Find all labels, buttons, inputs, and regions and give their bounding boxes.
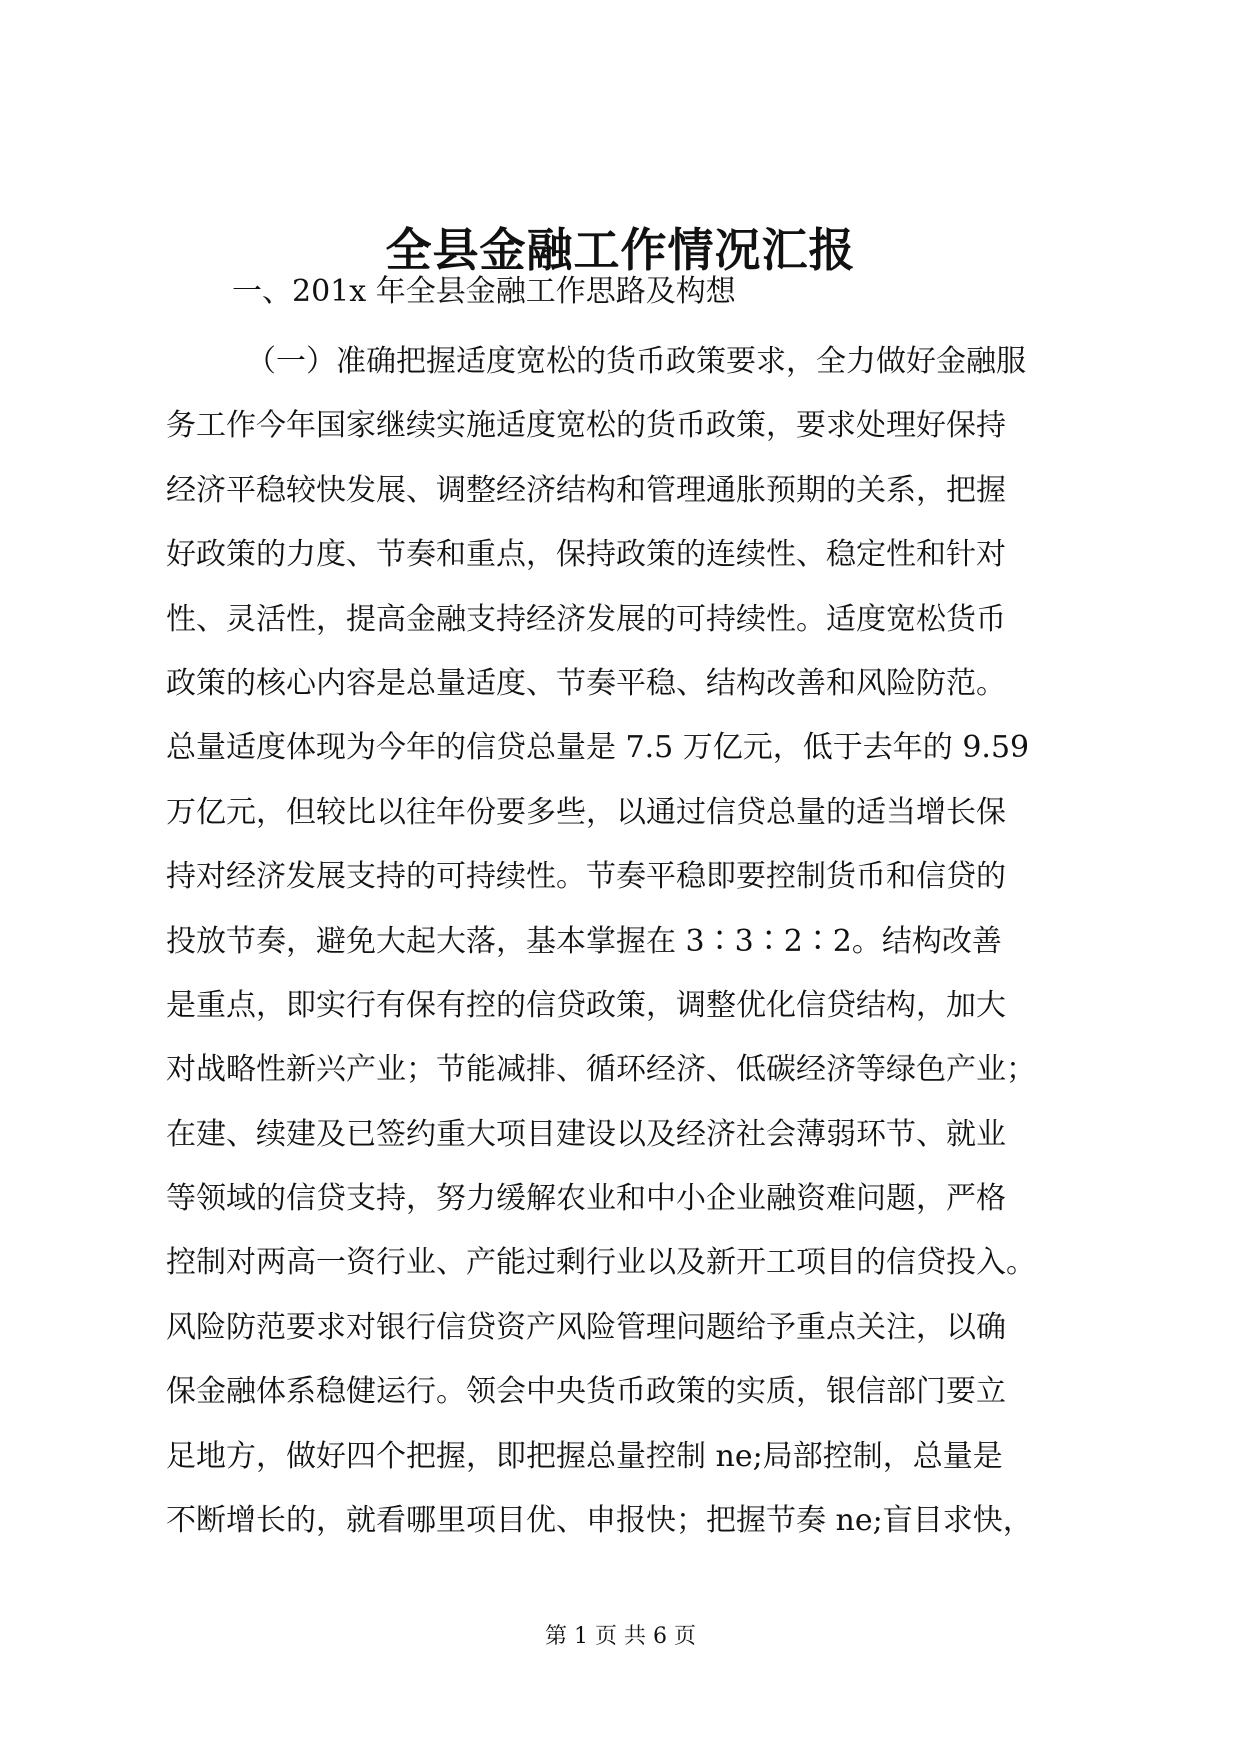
page-footer: 第 1 页 共 6 页	[545, 1624, 696, 1649]
body-line: 持对经济发展支持的可持续性。节奏平稳即要控制货币和信贷的	[166, 859, 1006, 895]
body-line: 控制对两高一资行业、产能过剩行业以及新开工项目的信贷投入。	[166, 1245, 1036, 1281]
body-line: 不断增长的，就看哪里项目优、申报快；把握节奏 ne;盲目求快，	[166, 1503, 1033, 1539]
body-line: 足地方，做好四个把握，即把握总量控制 ne;局部控制，总量是	[166, 1438, 1003, 1474]
body-line: （一）准确把握适度宽松的货币政策要求，全力做好金融服	[246, 344, 1026, 379]
document-title: 全县金融工作情况汇报	[385, 223, 856, 277]
body-line: 投放节奏，避免大起大落，基本掌握在 3∶3∶2∶2。结构改善	[166, 923, 1002, 959]
body-line: 性、灵活性，提高金融支持经济发展的可持续性。适度宽松货币	[166, 601, 1006, 637]
document-body	[166, 330, 1086, 1553]
section-heading: 一、201x 年全县金融工作思路及构想	[232, 274, 736, 309]
body-line: 政策的核心内容是总量适度、节奏平稳、结构改善和风险防范。	[166, 665, 1006, 701]
body-line: 务工作今年国家继续实施适度宽松的货币政策，要求处理好保持	[166, 408, 1006, 444]
body-line: 风险防范要求对银行信贷资产风险管理问题给予重点关注，以确	[166, 1309, 1006, 1345]
body-line: 好政策的力度、节奏和重点，保持政策的连续性、稳定性和针对	[166, 537, 1006, 573]
body-line: 是重点，即实行有保有控的信贷政策，调整优化信贷结构，加大	[166, 987, 1006, 1023]
body-line: 总量适度体现为今年的信贷总量是 7.5 万亿元，低于去年的 9.59	[166, 730, 1030, 766]
body-line: 对战略性新兴产业；节能减排、循环经济、低碳经济等绿色产业；	[166, 1052, 1036, 1088]
body-line: 经济平稳较快发展、调整经济结构和管理通胀预期的关系，把握	[166, 472, 1006, 508]
body-line: 在建、续建及已签约重大项目建设以及经济社会薄弱环节、就业	[166, 1116, 1006, 1152]
body-line: 万亿元，但较比以往年份要多些，以通过信贷总量的适当增长保	[166, 794, 1006, 830]
body-line: 保金融体系稳健运行。领会中央货币政策的实质，银信部门要立	[166, 1374, 1006, 1410]
body-line: 等领域的信贷支持，努力缓解农业和中小企业融资难问题，严格	[166, 1181, 1006, 1217]
